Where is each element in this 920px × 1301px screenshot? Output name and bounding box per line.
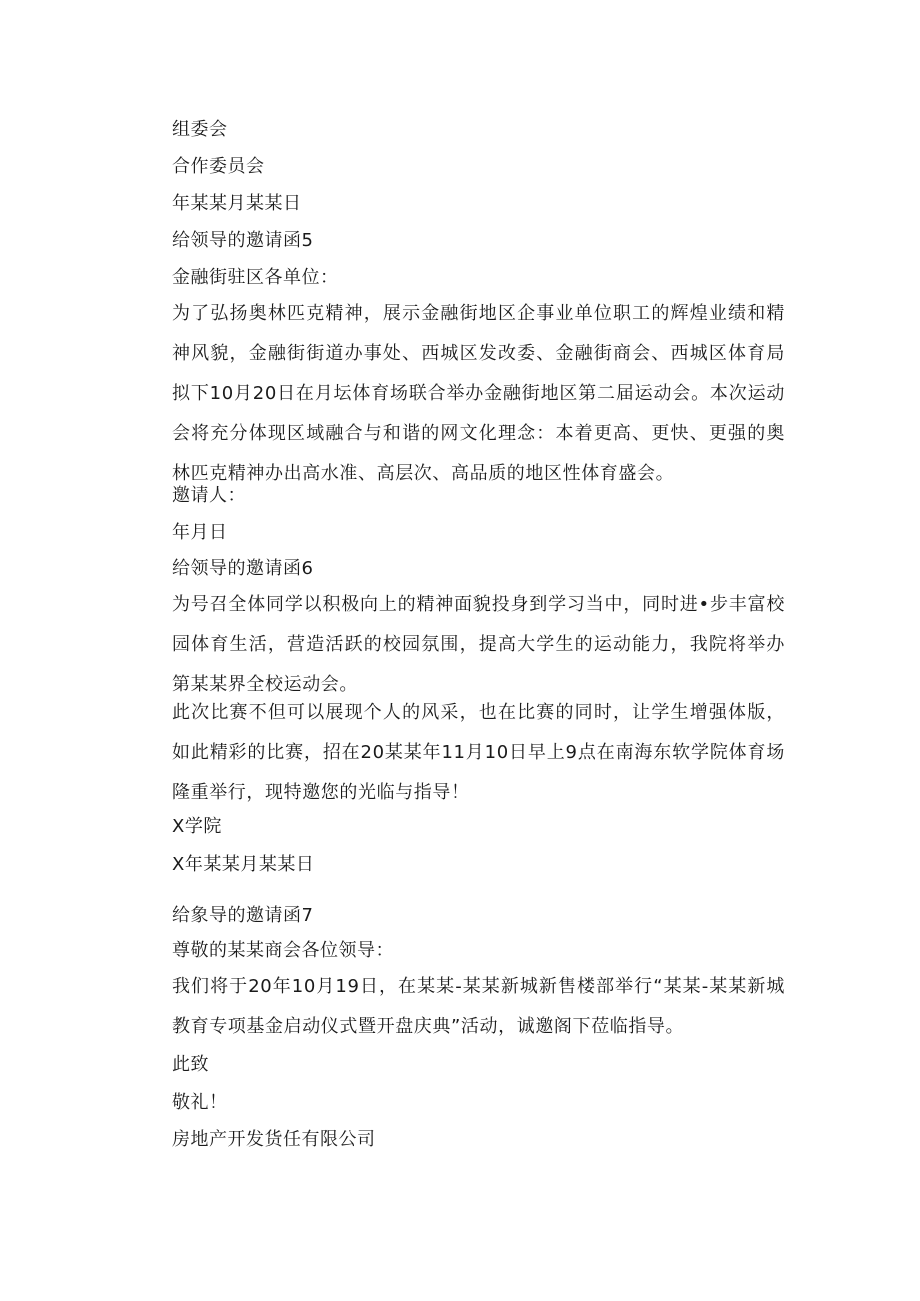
closing-date: 年某某月某某日 [172, 193, 302, 214]
letter5-title: 给领导的邀请函5 [172, 230, 314, 251]
letter7-closing1: 此致 [172, 1054, 209, 1075]
letter7-closing2: 敬礼！ [172, 1092, 228, 1113]
letter7-body-text: 我们将于20年10月19日，在某某-某某新城新售楼部举行“某某-某某新城教育专项基金启动仪式暨开盘庆典”活动，诚邀阁下莅临指导。 [172, 976, 785, 1037]
letter7-signer: 房地产开发货任有限公司 [172, 1129, 376, 1150]
letter6-signer: X学院 [172, 816, 222, 837]
letter7-salutation: 尊敬的某某商会各位领导： [172, 940, 394, 961]
letter7-title: 给象导的邀请函7 [172, 905, 314, 926]
letter5-body-text: 为了弘扬奥林匹克精神，展示金融街地区企事业单位职工的辉煌业绩和精神风貌，金融街街道办事处、西城区发改委、金融街商会、西城区体育局拟下10月20日在月坛体育场联合举办金融街地区第二届运动会。本次运动会将充分体现区域融合与和谐的网文化理念：本着更高、更快、更强的奥林匹克精神办出高水准、高层次、高品质的地区性体育盛会。 [172, 303, 785, 484]
letter5-inviter: 邀请人： [172, 485, 246, 506]
letter5-date: 年月日 [172, 522, 228, 543]
letter6-date: X年某某月某某日 [172, 854, 315, 875]
letter6-title: 给领导的邀请函6 [172, 558, 314, 579]
cooperation-committee: 合作委员会 [172, 156, 265, 177]
letter6-body1-text: 为号召全体同学以积极向上的精神面貌投身到学习当中，同时进•步丰富校园体育生活，营造活跃的校园氛围，提高大学生的运动能力，我院将举办第某某界全校运动会。 [172, 594, 785, 695]
letter5-salutation: 金融街驻区各单位： [172, 267, 339, 288]
organizer-committee: 组委会 [172, 119, 228, 140]
letter6-body2 [137, 693, 785, 813]
letter7-body [137, 967, 785, 1047]
letter5-body [137, 294, 785, 494]
letter6-body1 [137, 585, 785, 705]
letter6-body2-text: 此次比赛不但可以展现个人的风采，也在比赛的同时，让学生增强体版，如此精彩的比赛，招在20某某年11月10日早上9点在南海东软学院体育场隆重举行，现特邀您的光临与指导！ [172, 702, 785, 803]
